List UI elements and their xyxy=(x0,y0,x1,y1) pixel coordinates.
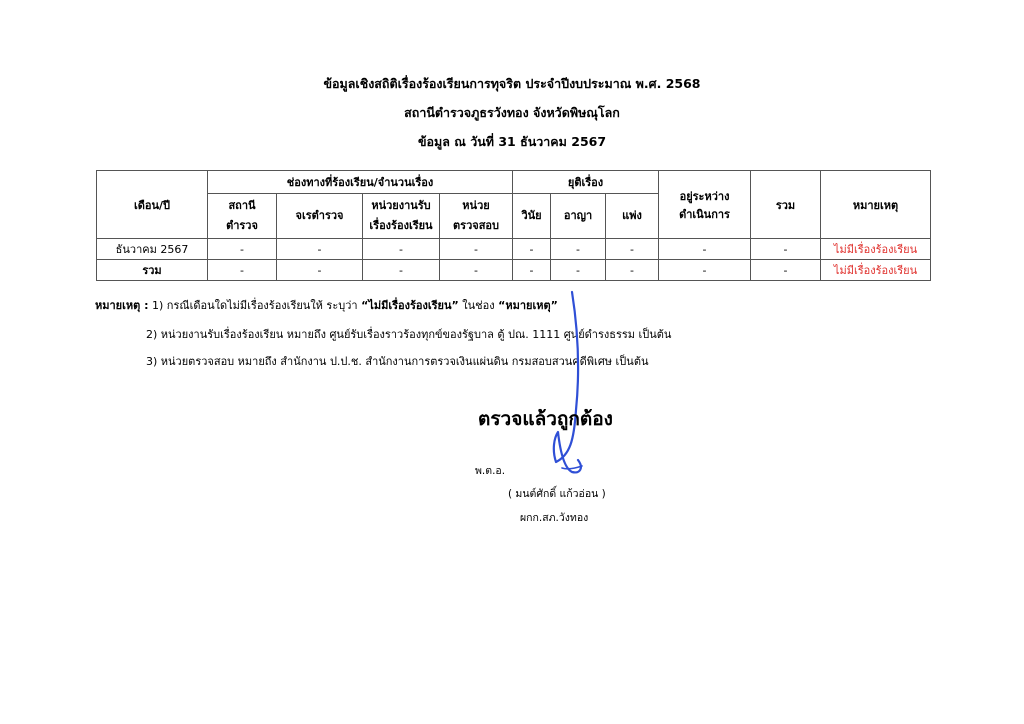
signer-name: ( มนต์ศักดิ์ แก้วอ่อน ) xyxy=(508,488,606,500)
table-row xyxy=(97,260,931,281)
cell-station: - xyxy=(208,239,277,260)
cell-criminal: - xyxy=(551,260,606,281)
header-channels-group: ช่องทางที่ร้องเรียน/จำนวนเรื่อง xyxy=(208,171,513,194)
note-2: 2) หน่วยงานรับเรื่องร้องเรียน หมายถึง ศูนย์รับเรื่องราวร้องทุกข์ของรัฐบาล ตู้ ปณ. 1111 ศูนย์ดำรงธรรม เป็นต้น xyxy=(146,328,672,341)
row-label: รวม xyxy=(97,260,208,281)
header-station: สถานี ตำรวจ xyxy=(208,194,277,239)
handwritten-signature xyxy=(540,290,600,480)
header-audit-unit: หน่วย ตรวจสอบ xyxy=(440,194,513,239)
note-1: หมายเหตุ : 1) กรณีเดือนใดไม่มีเรื่องร้องเรียนให้ ระบุว่า “ไม่มีเรื่องร้องเรียน” ในช่อง “หมายเหตุ” xyxy=(95,299,558,312)
header-police-inspector: จเรตำรวจ xyxy=(277,194,363,239)
cell-in-progress: - xyxy=(659,260,751,281)
header-in-progress: อยู่ระหว่าง ดำเนินการ xyxy=(659,171,751,239)
signer-rank: พ.ต.อ. xyxy=(475,465,506,477)
header-criminal: อาญา xyxy=(551,194,606,239)
cell-civil: - xyxy=(606,239,659,260)
cell-complaint-unit: - xyxy=(363,239,440,260)
signer-position: ผกก.สภ.วังทอง xyxy=(520,512,589,524)
notes-label: หมายเหตุ : xyxy=(95,299,149,312)
cell-police: - xyxy=(277,260,363,281)
header-total: รวม xyxy=(751,171,821,239)
header-end-group: ยุติเรื่อง xyxy=(513,171,659,194)
verified-stamp: ตรวจแล้วถูกต้อง xyxy=(478,408,613,430)
cell-civil: - xyxy=(606,260,659,281)
cell-remark: ไม่มีเรื่องร้องเรียน xyxy=(821,239,931,260)
table-row xyxy=(97,239,931,260)
station-name: สถานีตำรวจภูธรวังทอง จังหวัดพิษณุโลก xyxy=(404,105,620,120)
cell-discipline: - xyxy=(513,239,551,260)
note-3: 3) หน่วยตรวจสอบ หมายถึง สำนักงาน ป.ป.ช. สำนักงานการตรวจเงินแผ่นดิน กรมสอบสวนคดีพิเศษ เป็นต้น xyxy=(146,355,649,368)
header-month: เดือน/ปี xyxy=(97,171,208,239)
header-complaint-unit: หน่วยงานรับ เรื่องร้องเรียน xyxy=(363,194,440,239)
cell-station: - xyxy=(208,260,277,281)
cell-total: - xyxy=(751,260,821,281)
header-discipline: วินัย xyxy=(513,194,551,239)
report-title: ข้อมูลเชิงสถิติเรื่องร้องเรียนการทุจริต ประจำปีงบประมาณ พ.ศ. 2568 xyxy=(323,76,701,91)
cell-criminal: - xyxy=(551,239,606,260)
cell-audit-unit: - xyxy=(440,239,513,260)
cell-police: - xyxy=(277,239,363,260)
cell-remark: ไม่มีเรื่องร้องเรียน xyxy=(821,260,931,281)
complaint-statistics-table xyxy=(96,170,931,281)
data-as-of-date: ข้อมูล ณ วันที่ 31 ธันวาคม 2567 xyxy=(417,134,607,149)
cell-discipline: - xyxy=(513,260,551,281)
row-label: ธันวาคม 2567 xyxy=(97,239,208,260)
header-remark: หมายเหตุ xyxy=(821,171,931,239)
cell-total: - xyxy=(751,239,821,260)
cell-in-progress: - xyxy=(659,239,751,260)
cell-audit-unit: - xyxy=(440,260,513,281)
cell-complaint-unit: - xyxy=(363,260,440,281)
header-civil: แพ่ง xyxy=(606,194,659,239)
